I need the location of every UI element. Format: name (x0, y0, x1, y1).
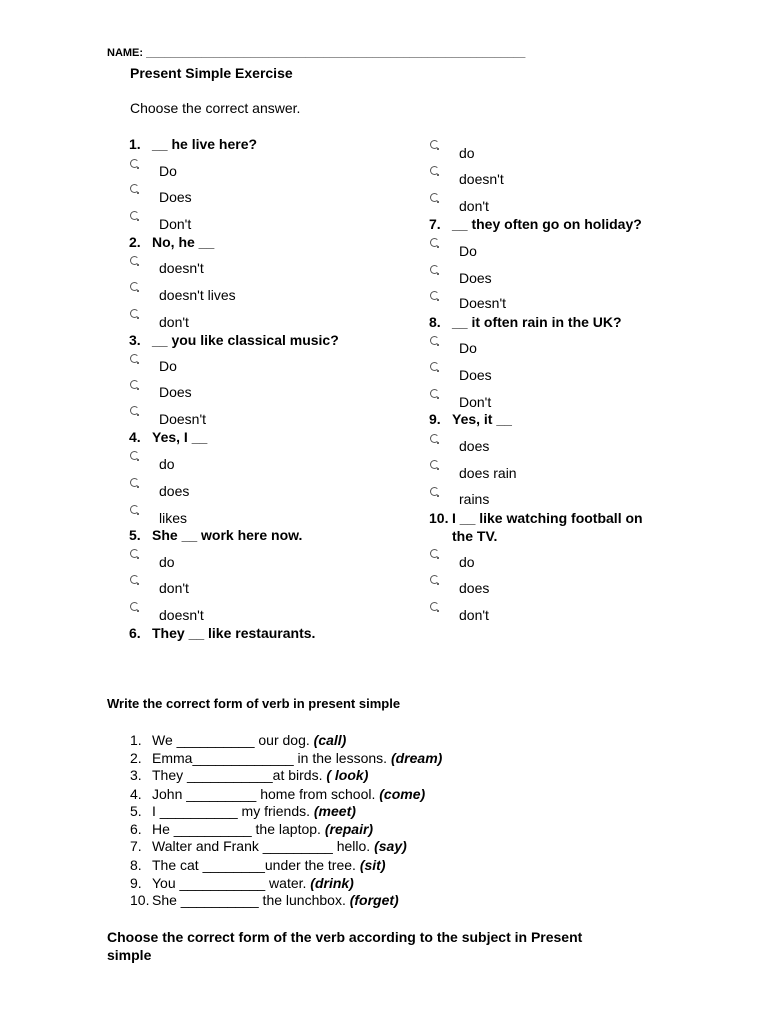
radio-button[interactable] (430, 434, 439, 443)
question-4 (129, 429, 207, 445)
item-text: She __________ the lunchbox. (152, 892, 346, 908)
verb-hint: (come) (379, 786, 426, 802)
radio-button[interactable] (130, 406, 139, 415)
verb-hint: (dream) (390, 750, 443, 766)
option-label: doesn't (159, 260, 204, 276)
item-text: John _________ home from school. (152, 786, 376, 802)
radio-button[interactable] (430, 238, 439, 247)
question-8 (429, 314, 622, 330)
radio-button[interactable] (430, 575, 439, 584)
question-number: 7. (429, 216, 441, 232)
radio-button[interactable] (430, 549, 439, 558)
option-label: do (459, 554, 475, 570)
list-item (130, 767, 368, 783)
item-number: 3. (130, 767, 142, 783)
question-number: 5. (129, 527, 141, 543)
question-6 (129, 625, 315, 641)
verb-hint: (call) (313, 732, 347, 748)
radio-button[interactable] (430, 265, 439, 274)
question-number: 2. (129, 234, 141, 250)
question-1 (129, 136, 257, 152)
worksheet-instruction: Choose the correct answer. (130, 100, 301, 116)
question-5 (129, 527, 302, 543)
list-item (130, 838, 407, 854)
option-label: Does (459, 367, 492, 383)
verb-hint: (forget) (349, 892, 399, 908)
option-label: does rain (459, 465, 517, 481)
item-text: I __________ my friends. (152, 803, 310, 819)
question-text: Yes, I __ (152, 429, 208, 445)
radio-button[interactable] (130, 211, 139, 220)
verb-hint: (meet) (313, 803, 356, 819)
list-item (130, 732, 346, 748)
option-label: does (159, 483, 190, 499)
list-item (130, 892, 399, 908)
question-number: 4. (129, 429, 141, 445)
option-label: don't (159, 314, 189, 330)
radio-button[interactable] (430, 193, 439, 202)
name-label: NAME: (107, 47, 144, 59)
option-label: Does (159, 384, 192, 400)
name-blank[interactable]: ______________________________________________________________ (146, 47, 526, 59)
option-label: likes (159, 510, 188, 526)
question-text: Yes, it __ (452, 411, 512, 427)
option-label: don't (159, 580, 189, 596)
radio-button[interactable] (130, 575, 139, 584)
radio-button[interactable] (130, 478, 139, 487)
question-number: 1. (129, 136, 141, 152)
question-7 (429, 216, 642, 232)
radio-button[interactable] (130, 451, 139, 460)
list-item (130, 786, 425, 802)
radio-button[interactable] (130, 549, 139, 558)
list-item (130, 750, 442, 766)
radio-button[interactable] (130, 184, 139, 193)
verb-hint: ( look) (326, 767, 369, 783)
section-title-subject-verb: Choose the correct form of the verb according to the subject in Present (107, 929, 583, 945)
question-text: They __ like restaurants. (152, 625, 316, 641)
radio-button[interactable] (130, 159, 139, 168)
radio-button[interactable] (430, 362, 439, 371)
question-text: __ you like classical music? (152, 332, 339, 348)
option-label: does (459, 438, 490, 454)
question-text-continued: the TV. (452, 528, 498, 544)
list-item (130, 875, 354, 891)
option-label: does (459, 580, 490, 596)
option-label: Don't (159, 216, 192, 232)
question-3 (129, 332, 339, 348)
question-text: I __ like watching football on (452, 510, 643, 526)
question-text: __ they often go on holiday? (452, 216, 642, 232)
item-text: He __________ the laptop. (152, 821, 321, 837)
radio-button[interactable] (430, 487, 439, 496)
item-number: 4. (130, 786, 142, 802)
option-label: Doesn't (159, 411, 207, 427)
option-label: Does (459, 270, 492, 286)
radio-button[interactable] (130, 354, 139, 363)
item-number: 10. (130, 892, 150, 908)
item-text: Emma_____________ in the lessons. (152, 750, 388, 766)
radio-button[interactable] (430, 166, 439, 175)
worksheet-title: Present Simple Exercise (130, 65, 293, 81)
option-label: rains (459, 491, 490, 507)
verb-hint: (drink) (310, 875, 354, 891)
radio-button[interactable] (130, 256, 139, 265)
option-label: don't (459, 607, 489, 623)
item-text: Walter and Frank _________ hello. (152, 838, 371, 854)
question-9 (429, 411, 512, 427)
option-label: doesn't (459, 171, 504, 187)
option-label: do (459, 145, 475, 161)
section-title-verb-forms: Write the correct form of verb in present simple (107, 696, 401, 711)
question-number: 6. (129, 625, 141, 641)
question-number: 3. (129, 332, 141, 348)
item-text: We __________ our dog. (152, 732, 310, 748)
question-number: 8. (429, 314, 441, 330)
item-number: 7. (130, 838, 142, 854)
question-number: 9. (429, 411, 441, 427)
item-number: 1. (130, 732, 142, 748)
option-label: Do (459, 243, 477, 259)
question-number: 10. (429, 510, 449, 526)
item-number: 8. (130, 857, 142, 873)
item-number: 9. (130, 875, 142, 891)
question-text: __ it often rain in the UK? (452, 314, 622, 330)
option-label: Do (159, 358, 177, 374)
item-text: The cat ________under the tree. (152, 857, 356, 873)
radio-button[interactable] (430, 460, 439, 469)
name-line[interactable] (107, 47, 525, 59)
item-number: 6. (130, 821, 142, 837)
option-label: Doesn't (459, 295, 507, 311)
radio-button[interactable] (130, 505, 139, 514)
question-2 (129, 234, 214, 250)
option-label: Do (459, 340, 477, 356)
radio-button[interactable] (130, 309, 139, 318)
question-10 (429, 510, 643, 526)
item-number: 5. (130, 803, 142, 819)
verb-hint: (sit) (359, 857, 386, 873)
radio-button[interactable] (430, 389, 439, 398)
radio-button[interactable] (430, 336, 439, 345)
option-label: Does (159, 189, 192, 205)
radio-button[interactable] (130, 380, 139, 389)
item-text: You ___________ water. (152, 875, 307, 891)
radio-button[interactable] (130, 282, 139, 291)
radio-button[interactable] (430, 602, 439, 611)
option-label: do (159, 456, 175, 472)
item-text: They ___________at birds. (152, 767, 323, 783)
radio-button[interactable] (430, 291, 439, 300)
option-label: do (159, 554, 175, 570)
question-text: No, he __ (152, 234, 215, 250)
question-text: __ he live here? (152, 136, 258, 152)
verb-hint: (repair) (324, 821, 374, 837)
question-text: She __ work here now. (152, 527, 303, 543)
option-label: Don't (459, 394, 492, 410)
radio-button[interactable] (130, 602, 139, 611)
option-label: don't (459, 198, 489, 214)
list-item (130, 803, 356, 819)
section-title-continued: simple (107, 947, 152, 963)
option-label: doesn't (159, 607, 204, 623)
radio-button[interactable] (430, 140, 439, 149)
list-item (130, 821, 373, 837)
verb-hint: (say) (374, 838, 407, 854)
list-item (130, 857, 386, 873)
option-label: doesn't lives (159, 287, 236, 303)
item-number: 2. (130, 750, 142, 766)
option-label: Do (159, 163, 177, 179)
